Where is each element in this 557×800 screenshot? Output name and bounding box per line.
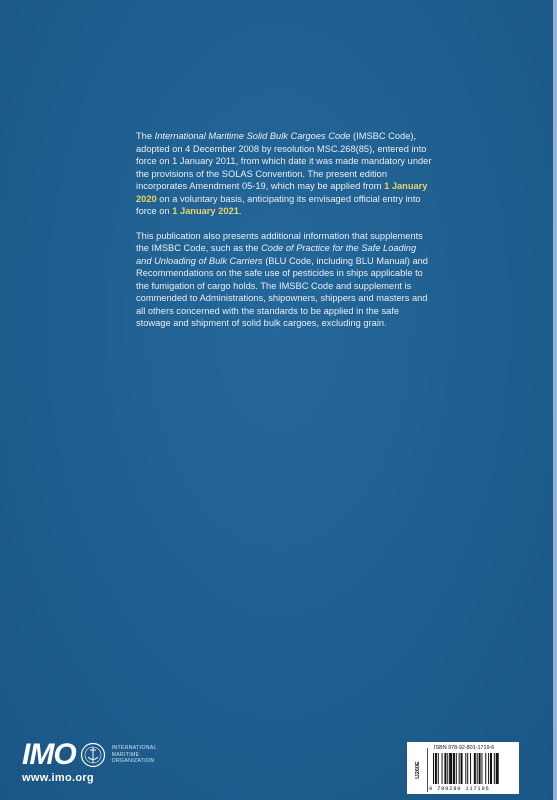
barcode-stripe — [449, 753, 452, 784]
imo-emblem-icon — [80, 742, 106, 768]
barcode-stripe — [485, 753, 486, 784]
barcode-stripe — [438, 753, 439, 784]
entry-into-force-date-highlight: 1 January 2021 — [172, 206, 239, 216]
p2-text-a: This publication also presents additional information that supplements the IMSBC Code, such as the — [136, 230, 423, 253]
barcode-stripe — [481, 753, 482, 784]
barcode-stripe — [467, 753, 468, 784]
website-url: www.imo.org — [22, 772, 94, 784]
barcode-stripe — [456, 753, 457, 784]
barcode-stripe — [470, 753, 471, 784]
blurb-paragraph-2 — [136, 230, 432, 330]
barcode-stripe — [435, 753, 437, 784]
barcode-stripe — [494, 753, 495, 784]
cover-blurb — [136, 130, 432, 342]
imo-logo-mark: IMO — [22, 738, 76, 771]
voluntary-date-highlight: 1 January 2020 — [136, 181, 428, 204]
barcode-icon — [433, 753, 515, 786]
barcode-digits: 9 789280 117196 — [429, 786, 490, 792]
organization-name — [112, 745, 157, 765]
p1-text-c: (IMSBC Code), adopted on 4 December 2008 by resolution MSC.268(85), entered into force on 1 January 2011, from which date it was made mandatory under the provisions of the SOLAS Convention. The present edition incorporates Amendment 05-19, which may be applied from — [136, 131, 432, 191]
p1-text-e: on a voluntary basis, anticipating its envisaged official entry into force on — [136, 193, 421, 216]
barcode-stripe — [479, 753, 481, 784]
blurb-paragraph-1 — [136, 130, 432, 218]
barcode-stripe — [453, 753, 455, 784]
blu-code-title-italic: Code of Practice for the Safe Loading and Unloading of Bulk Carriers — [136, 243, 417, 266]
code-title-italic: International Maritime Solid Bulk Cargoes Code — [154, 131, 351, 141]
barcode-stripe — [459, 753, 460, 784]
barcode-stripe — [474, 753, 476, 784]
p1-text-g: . — [238, 206, 242, 216]
barcode-stripe — [477, 753, 478, 784]
barcode-stripe — [444, 753, 446, 784]
product-code-label — [409, 748, 428, 792]
barcode-panel — [407, 742, 519, 794]
p1-text-a: The — [136, 131, 155, 141]
org-line-2: MARITIME — [111, 751, 140, 758]
org-line-1: INTERNATIONAL — [111, 745, 157, 752]
barcode-stripe — [488, 753, 489, 784]
barcode-stripe — [496, 753, 499, 784]
barcode-stripe — [442, 753, 443, 784]
barcode-stripe — [465, 753, 466, 784]
barcode-stripe — [490, 753, 492, 784]
imo-logo — [22, 740, 157, 770]
barcode-stripe — [447, 753, 448, 784]
barcode-stripe — [433, 753, 434, 784]
isbn-number: ISBN 978-92-801-1719-6 — [434, 745, 495, 751]
p2-text-c: (BLU Code, including BLU Manual) and Recommendations on the safe use of pesticides in ships applicable to the fumigation of cargo holds. The IMSBC Code and supplement is commended to Administrations, shipowners, shippers and masters and all others concerned with the standards to be applied in the safe stowage and shipment of solid bulk cargoes, excluding grain. — [136, 255, 428, 328]
barcode-stripe — [461, 753, 463, 784]
org-line-3: ORGANIZATION — [111, 758, 155, 765]
product-code: IJ260E — [415, 761, 421, 779]
